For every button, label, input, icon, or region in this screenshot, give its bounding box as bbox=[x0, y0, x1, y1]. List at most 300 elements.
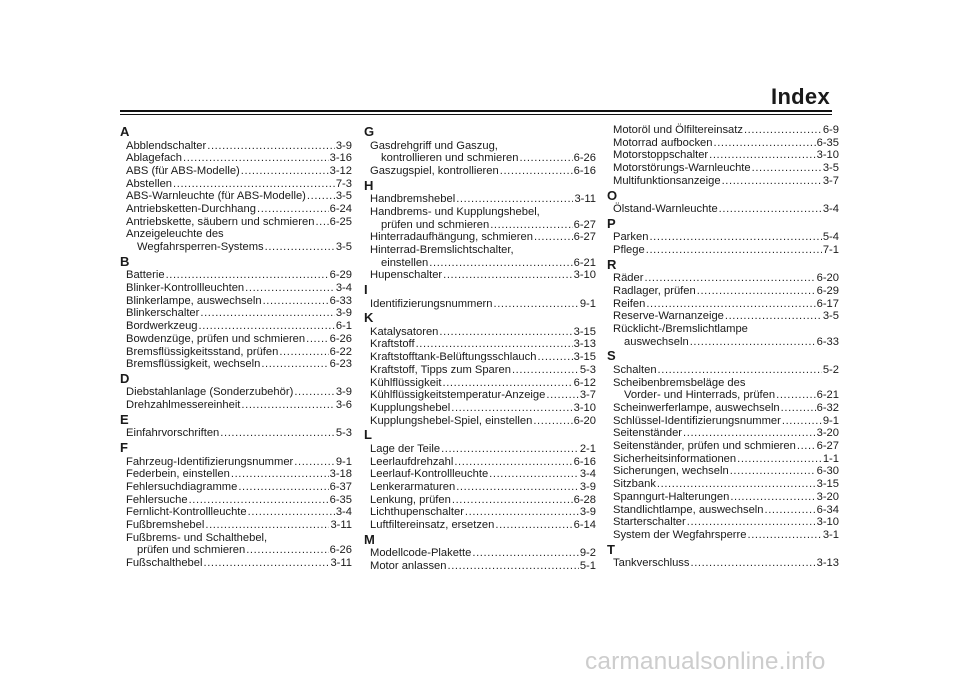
index-entry-text: Schalten bbox=[613, 363, 657, 376]
dot-leader bbox=[257, 203, 329, 216]
dot-leader bbox=[737, 453, 822, 466]
index-entry-page: 9-1 bbox=[822, 414, 839, 427]
index-entry-page: 3-10 bbox=[816, 149, 839, 162]
index-entry bbox=[613, 137, 839, 150]
index-entry-page: 6-23 bbox=[329, 358, 352, 371]
index-entry bbox=[613, 244, 839, 257]
index-entry bbox=[370, 351, 596, 364]
index-entry-page: 3-11 bbox=[574, 193, 596, 206]
index-entry bbox=[370, 298, 596, 311]
dot-leader bbox=[747, 529, 821, 542]
dot-leader bbox=[782, 415, 822, 428]
index-entry-text: Reserve-Warnanzeige bbox=[613, 310, 724, 323]
dot-leader bbox=[744, 124, 822, 137]
dot-leader bbox=[279, 346, 328, 359]
index-entry-text: Motor anlassen bbox=[370, 559, 447, 572]
index-entry-page: 3-9 bbox=[335, 386, 352, 399]
index-entry-page: 6-26 bbox=[329, 544, 352, 557]
dot-leader bbox=[644, 272, 815, 285]
index-entry bbox=[126, 557, 352, 570]
dot-leader bbox=[294, 456, 335, 469]
index-entry bbox=[613, 175, 839, 188]
index-entry-page: 9-2 bbox=[579, 547, 596, 560]
index-entry bbox=[126, 190, 352, 203]
index-entry bbox=[370, 468, 596, 481]
index-entry bbox=[613, 491, 839, 504]
index-entry-page: 6-21 bbox=[816, 389, 839, 402]
index-entry-page: 6-17 bbox=[816, 297, 839, 310]
index-entry-text: Hupenschalter bbox=[370, 269, 443, 282]
dot-leader bbox=[166, 269, 329, 282]
index-entry-page: 3-4 bbox=[335, 282, 352, 295]
index-entry bbox=[126, 152, 352, 165]
index-section-letter: S bbox=[607, 348, 616, 364]
index-entry-text: einstellen bbox=[381, 256, 429, 269]
index-entry-page: 6-29 bbox=[816, 284, 839, 297]
index-entry-page: 6-32 bbox=[816, 401, 839, 414]
page-title: Index bbox=[771, 84, 830, 109]
dot-leader bbox=[472, 547, 578, 560]
index-entry-text: Kraftstofftank-Belüftungsschlauch bbox=[370, 351, 537, 364]
index-entry-page: 3-9 bbox=[579, 480, 596, 493]
index-entry-page: 3-20 bbox=[816, 490, 839, 503]
index-entry-page: 6-27 bbox=[816, 440, 839, 453]
index-entry bbox=[613, 272, 839, 285]
dot-leader bbox=[512, 364, 579, 377]
dot-leader bbox=[443, 377, 573, 390]
index-entry-text: Multifunktionsanzeige bbox=[613, 174, 721, 187]
dot-leader bbox=[183, 152, 329, 165]
index-entry-text: Fehlersuche bbox=[126, 493, 188, 506]
index-entry bbox=[370, 456, 596, 469]
index-entry-page: 3-5 bbox=[822, 310, 839, 323]
index-entry-text: Bremsflüssigkeitsstand, prüfen bbox=[126, 345, 279, 358]
index-entry bbox=[370, 165, 596, 178]
index-entry-text: Fahrzeug-Identifizierungsnummer bbox=[126, 455, 294, 468]
dot-leader bbox=[263, 295, 329, 308]
index-entry bbox=[126, 269, 352, 282]
index-entry bbox=[613, 124, 839, 137]
index-entry-page: 7-3 bbox=[335, 177, 352, 190]
index-entry-text: Vorder- und Hinterrads, prüfen bbox=[624, 389, 776, 402]
index-entry-page: 6-20 bbox=[573, 414, 596, 427]
index-section-letter: K bbox=[364, 310, 374, 326]
index-entry bbox=[370, 481, 596, 494]
index-entry-text: Blinkerschalter bbox=[126, 307, 200, 320]
index-entry bbox=[613, 453, 839, 466]
index-entry-page: 6-14 bbox=[573, 519, 596, 532]
index-entry-page: 6-33 bbox=[816, 335, 839, 348]
index-entry bbox=[126, 346, 352, 359]
index-entry bbox=[613, 478, 839, 491]
index-entry-text: Drehzahlmessereinheit bbox=[126, 399, 241, 412]
index-entry-text: Federbein, einstellen bbox=[126, 468, 230, 481]
index-entry-page: 6-16 bbox=[573, 455, 596, 468]
dot-leader bbox=[241, 399, 334, 412]
index-column-1 bbox=[120, 124, 352, 570]
index-entry bbox=[613, 203, 839, 216]
index-entry bbox=[126, 427, 352, 440]
index-entry bbox=[126, 165, 352, 178]
index-entry bbox=[126, 494, 352, 507]
index-entry-text: Motoröl und Ölfiltereinsatz bbox=[613, 124, 743, 136]
index-entry-text: Gaszugspiel, kontrollieren bbox=[370, 164, 499, 177]
dot-leader bbox=[781, 402, 816, 415]
index-entry bbox=[370, 269, 596, 282]
index-entry bbox=[126, 399, 352, 412]
dot-leader bbox=[246, 544, 328, 557]
index-entry-text: Modellcode-Plakette bbox=[370, 547, 472, 560]
index-entry-text: Handbremshebel bbox=[370, 193, 456, 206]
dot-leader bbox=[687, 516, 816, 529]
index-entry bbox=[370, 152, 596, 165]
dot-leader bbox=[494, 298, 579, 311]
index-entry-page: 3-7 bbox=[579, 389, 596, 402]
dot-leader bbox=[456, 193, 573, 206]
index-entry bbox=[613, 402, 839, 415]
index-entry bbox=[370, 326, 596, 339]
index-entry-text: Radlager, prüfen bbox=[613, 284, 696, 297]
dot-leader bbox=[725, 310, 822, 323]
dot-leader bbox=[189, 494, 329, 507]
dot-leader bbox=[490, 219, 572, 232]
index-entry-page: 6-33 bbox=[329, 294, 352, 307]
dot-leader bbox=[315, 216, 328, 229]
index-entry-text: Fußschalthebel bbox=[126, 557, 203, 570]
index-entry-text: Abstellen bbox=[126, 177, 173, 190]
index-entry-text: ABS-Warnleuchte (für ABS-Modelle) bbox=[126, 190, 306, 203]
index-entry bbox=[126, 282, 352, 295]
index-section-letter: B bbox=[120, 253, 130, 269]
index-entry-text: Leerlauf-Kontrollleuchte bbox=[370, 468, 489, 481]
index-entry-text: prüfen und schmieren bbox=[381, 218, 490, 231]
index-entry bbox=[126, 506, 352, 519]
dot-leader bbox=[489, 468, 579, 481]
index-entry-page: 6-20 bbox=[816, 272, 839, 285]
index-entry-page: 6-29 bbox=[329, 269, 352, 282]
index-entry-text: Bremsflüssigkeit, wechseln bbox=[126, 358, 261, 371]
index-entry-text: Leerlaufdrehzahl bbox=[370, 455, 454, 468]
index-entry-text: ABS (für ABS-Modelle) bbox=[126, 164, 240, 177]
dot-leader bbox=[533, 415, 572, 428]
index-entry-text: Fehlersuchdiagramme bbox=[126, 480, 238, 493]
index-entry-text: Reifen bbox=[613, 297, 646, 310]
index-entry-page: 6-30 bbox=[816, 465, 839, 478]
index-entry-page: 3-9 bbox=[335, 307, 352, 320]
index-entry-text: Antriebskette, säubern und schmieren bbox=[126, 215, 315, 228]
index-section-letter: I bbox=[364, 282, 368, 298]
index-section-letter: T bbox=[607, 541, 615, 557]
dot-leader bbox=[657, 478, 816, 491]
dot-leader bbox=[797, 440, 816, 453]
index-entry-text: Einfahrvorschriften bbox=[126, 427, 220, 440]
index-entry bbox=[613, 298, 839, 311]
index-entry bbox=[613, 285, 839, 298]
index-entry bbox=[126, 320, 352, 333]
index-entry-text: Batterie bbox=[126, 269, 165, 282]
index-entry bbox=[126, 468, 352, 481]
index-entry-continued: Handbrems- und Kupplungshebel, bbox=[370, 205, 540, 218]
index-entry-text: Räder bbox=[613, 272, 644, 285]
index-entry-text: Bordwerkzeug bbox=[126, 320, 198, 333]
index-entry-text: Schlüssel-Identifizierungsnummer bbox=[613, 414, 781, 427]
dot-leader bbox=[765, 504, 816, 517]
dot-leader bbox=[204, 557, 330, 570]
dot-leader bbox=[534, 231, 573, 244]
index-entry-page: 3-13 bbox=[816, 557, 839, 570]
index-entry bbox=[613, 149, 839, 162]
index-section-letter: A bbox=[120, 124, 130, 139]
index-entry-text: Scheinwerferlampe, auswechseln bbox=[613, 401, 780, 414]
index-entry-continued: Anzeigeleuchte des bbox=[126, 228, 224, 241]
index-entry bbox=[370, 506, 596, 519]
index-entry bbox=[370, 219, 596, 232]
index-entry-page: 9-1 bbox=[579, 297, 596, 310]
index-entry-text: Hinterradaufhängung, schmieren bbox=[370, 231, 533, 244]
dot-leader bbox=[646, 298, 815, 311]
index-entry-page: 3-6 bbox=[335, 399, 352, 412]
index-entry-page: 3-9 bbox=[579, 506, 596, 519]
dot-leader bbox=[199, 320, 335, 333]
index-entry-page: 6-21 bbox=[573, 256, 596, 269]
index-entry-page: 9-1 bbox=[335, 455, 352, 468]
index-entry-page: 6-27 bbox=[573, 218, 596, 231]
index-entry-page: 3-5 bbox=[335, 190, 352, 203]
index-entry bbox=[126, 241, 352, 254]
dot-leader bbox=[709, 149, 815, 162]
dot-leader bbox=[429, 257, 572, 270]
index-entry bbox=[613, 364, 839, 377]
index-entry-page: 3-13 bbox=[573, 338, 596, 351]
index-entry-text: Luftfiltereinsatz, ersetzen bbox=[370, 519, 495, 532]
index-entry-page: 5-2 bbox=[822, 363, 839, 376]
index-entry-page: 5-4 bbox=[822, 231, 839, 244]
dot-leader bbox=[646, 244, 822, 257]
index-entry-text: Tankverschluss bbox=[613, 557, 690, 570]
index-entry bbox=[370, 193, 596, 206]
dot-leader bbox=[294, 386, 335, 399]
watermark: carmanualsonline.info bbox=[585, 648, 826, 675]
index-entry-text: auswechseln bbox=[624, 335, 689, 348]
index-entry-text: Motorrad aufbocken bbox=[613, 136, 713, 149]
index-entry-text: Motorstoppschalter bbox=[613, 149, 709, 162]
dot-leader bbox=[205, 519, 329, 532]
index-entry bbox=[126, 481, 352, 494]
index-entry-page: 3-4 bbox=[579, 468, 596, 481]
index-entry bbox=[126, 295, 352, 308]
index-entry-text: Abblendschalter bbox=[126, 139, 207, 152]
index-section-letter: D bbox=[120, 370, 130, 386]
index-entry-page: 3-5 bbox=[335, 241, 352, 254]
index-entry-page: 7-1 bbox=[822, 243, 839, 256]
index-entry bbox=[370, 519, 596, 532]
index-section-letter: G bbox=[364, 124, 375, 139]
dot-leader bbox=[465, 506, 579, 519]
index-entry-page: 6-12 bbox=[573, 376, 596, 389]
index-entry-page: 3-4 bbox=[822, 203, 839, 216]
index-entry bbox=[126, 140, 352, 153]
dot-leader bbox=[441, 443, 579, 456]
index-section-letter: R bbox=[607, 256, 617, 272]
index-entry bbox=[613, 427, 839, 440]
index-entry-page: 6-27 bbox=[573, 231, 596, 244]
index-entry-text: Bowdenzüge, prüfen und schmieren bbox=[126, 332, 306, 345]
index-entry bbox=[126, 519, 352, 532]
index-entry-page: 3-15 bbox=[573, 351, 596, 364]
index-entry bbox=[370, 560, 596, 573]
index-entry bbox=[126, 544, 352, 557]
dot-leader bbox=[456, 481, 579, 494]
index-entry-continued: Hinterrad-Bremslichtschalter, bbox=[370, 243, 514, 256]
dot-leader bbox=[231, 468, 329, 481]
index-entry-page: 6-28 bbox=[573, 493, 596, 506]
index-entry-text: Diebstahlanlage (Sonderzubehör) bbox=[126, 386, 294, 399]
index-entry-text: Lage der Teile bbox=[370, 442, 441, 455]
index-section-letter: L bbox=[364, 427, 372, 443]
index-entry bbox=[613, 504, 839, 517]
dot-leader bbox=[416, 338, 573, 351]
index-entry bbox=[370, 377, 596, 390]
index-entry-text: Lenkung, prüfen bbox=[370, 493, 451, 506]
dot-leader bbox=[714, 137, 816, 150]
index-entry-text: Blinker-Kontrollleuchten bbox=[126, 282, 245, 295]
dot-leader bbox=[537, 351, 572, 364]
index-entry bbox=[613, 310, 839, 323]
index-entry bbox=[126, 456, 352, 469]
index-entry-text: prüfen und schmieren bbox=[137, 544, 246, 557]
index-entry-page: 5-1 bbox=[579, 559, 596, 572]
dot-leader bbox=[690, 336, 816, 349]
dot-leader bbox=[245, 282, 335, 295]
index-entry-text: Starterschalter bbox=[613, 516, 686, 529]
index-entry-page: 3-11 bbox=[330, 519, 352, 532]
index-entry bbox=[613, 557, 839, 570]
index-entry-text: Kupplungshebel-Spiel, einstellen bbox=[370, 414, 533, 427]
index-entry-text: Identifizierungsnummern bbox=[370, 297, 493, 310]
index-entry-text: Parken bbox=[613, 231, 649, 244]
index-entry-text: Ölstand-Warnleuchte bbox=[613, 203, 718, 216]
index-entry-page: 3-9 bbox=[335, 139, 352, 152]
index-entry bbox=[370, 231, 596, 244]
index-entry bbox=[126, 386, 352, 399]
title-rule bbox=[120, 110, 832, 112]
dot-leader bbox=[500, 165, 573, 178]
index-section-letter: E bbox=[120, 411, 129, 427]
index-entry-page: 6-35 bbox=[329, 493, 352, 506]
index-entry bbox=[126, 203, 352, 216]
dot-leader bbox=[752, 162, 822, 175]
index-entry-page: 3-10 bbox=[573, 269, 596, 282]
dot-leader bbox=[307, 190, 335, 203]
index-entry-page: 6-9 bbox=[822, 124, 839, 136]
dot-leader bbox=[241, 165, 329, 178]
index-entry-text: Standlichtlampe, auswechseln bbox=[613, 503, 764, 516]
index-entry bbox=[613, 231, 839, 244]
index-entry-page: 3-5 bbox=[822, 162, 839, 175]
index-entry-page: 3-7 bbox=[822, 174, 839, 187]
index-entry bbox=[370, 338, 596, 351]
index-entry bbox=[613, 465, 839, 478]
index-entry bbox=[126, 358, 352, 371]
index-entry-continued: Rücklicht-/Bremslichtlampe bbox=[613, 322, 748, 335]
index-entry-page: 3-15 bbox=[573, 325, 596, 338]
dot-leader bbox=[776, 389, 815, 402]
index-entry bbox=[370, 547, 596, 560]
index-entry-text: Lichthupenschalter bbox=[370, 506, 464, 519]
index-entry bbox=[613, 516, 839, 529]
index-entry bbox=[613, 529, 839, 542]
index-entry-page: 3-4 bbox=[335, 506, 352, 519]
index-entry bbox=[370, 402, 596, 415]
dot-leader bbox=[248, 506, 335, 519]
index-entry-text: Fußbremshebel bbox=[126, 519, 205, 532]
title-rule-thin bbox=[120, 114, 832, 115]
index-entry bbox=[370, 443, 596, 456]
index-section-letter: P bbox=[607, 215, 616, 231]
index-entry bbox=[370, 389, 596, 402]
index-entry-page: 3-1 bbox=[822, 528, 839, 541]
index-entry-page: 3-11 bbox=[330, 557, 352, 570]
index-entry-text: Katalysatoren bbox=[370, 325, 439, 338]
index-entry-text: Antriebsketten-Durchhang bbox=[126, 203, 256, 216]
index-column-3 bbox=[607, 124, 839, 570]
dot-leader bbox=[454, 456, 572, 469]
index-entry-text: Ablagefach bbox=[126, 152, 182, 165]
index-entry-page: 6-35 bbox=[816, 136, 839, 149]
index-entry-text: Wegfahrsperren-Systems bbox=[137, 241, 264, 254]
index-entry-page: 1-1 bbox=[822, 452, 839, 465]
dot-leader bbox=[452, 494, 573, 507]
index-entry-text: kontrollieren und schmieren bbox=[381, 152, 519, 165]
dot-leader bbox=[495, 519, 572, 532]
index-entry bbox=[126, 178, 352, 191]
index-entry bbox=[370, 415, 596, 428]
dot-leader bbox=[448, 560, 579, 573]
dot-leader bbox=[261, 358, 328, 371]
dot-leader bbox=[690, 557, 815, 570]
dot-leader bbox=[649, 231, 821, 244]
dot-leader bbox=[519, 152, 572, 165]
dot-leader bbox=[443, 269, 572, 282]
index-entry-text: Kühlflüssigkeitstemperatur-Anzeige bbox=[370, 389, 546, 402]
index-entry-continued: Gasdrehgriff und Gaszug, bbox=[370, 139, 498, 152]
index-section-letter: H bbox=[364, 177, 374, 193]
index-entry-text: Kühlflüssigkeit bbox=[370, 376, 442, 389]
index-entry-page: 3-18 bbox=[329, 468, 352, 481]
index-entry-continued: Fußbrems- und Schalthebel, bbox=[126, 531, 268, 544]
index-entry-page: 3-10 bbox=[573, 401, 596, 414]
index-entry-page: 6-25 bbox=[329, 215, 352, 228]
index-entry-page: 3-12 bbox=[329, 164, 352, 177]
dot-leader bbox=[238, 481, 328, 494]
index-entry bbox=[126, 307, 352, 320]
index-entry-page: 2-1 bbox=[579, 442, 596, 455]
index-entry-page: 3-10 bbox=[816, 516, 839, 529]
dot-leader bbox=[220, 427, 335, 440]
index-entry bbox=[613, 162, 839, 175]
index-entry bbox=[613, 440, 839, 453]
index-entry-page: 3-15 bbox=[816, 478, 839, 491]
index-entry-page: 6-24 bbox=[329, 203, 352, 216]
index-entry-text: Kupplungshebel bbox=[370, 401, 451, 414]
index-entry-text: Pflege bbox=[613, 243, 645, 256]
index-entry-text: Sicherheitsinformationen bbox=[613, 452, 737, 465]
index-entry-text: Lenkerarmaturen bbox=[370, 480, 456, 493]
dot-leader bbox=[730, 465, 816, 478]
index-entry-page: 6-37 bbox=[329, 480, 352, 493]
dot-leader bbox=[200, 307, 334, 320]
index-entry-text: Sicherungen, wechseln bbox=[613, 465, 729, 478]
